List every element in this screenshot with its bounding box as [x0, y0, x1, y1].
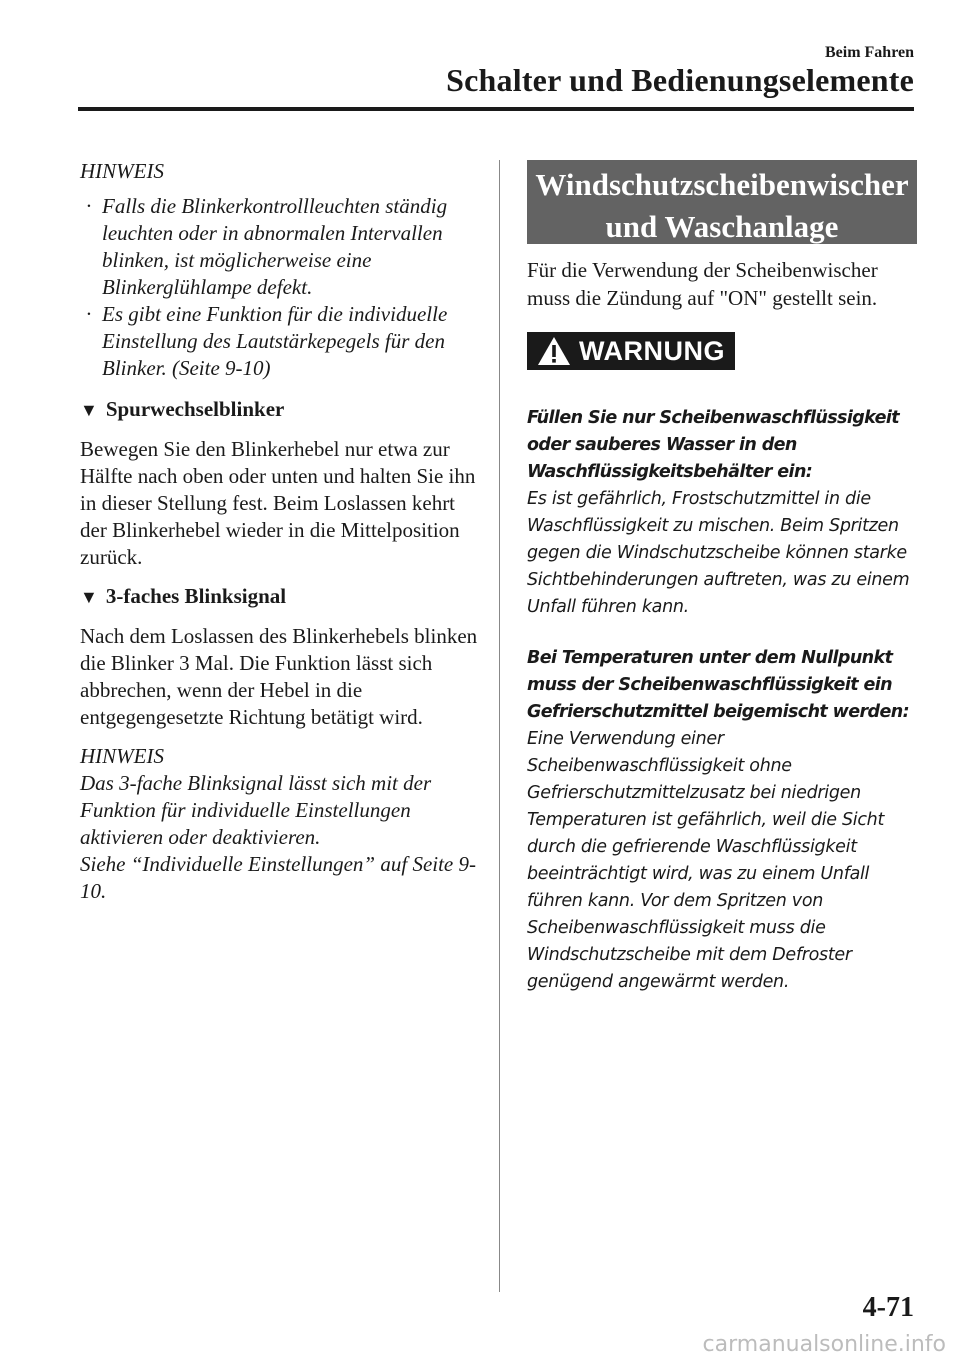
warning-label: WARNUNG: [579, 335, 725, 366]
section-heading-blinksignal: [80, 583, 480, 611]
warning-text: Es ist gefährlich, Frostschutzmittel in die Waschflüssigkeit zu mischen. Beim Spritzen gegen die Windschutzscheibe können starke Sichtbehinderungen auftreten, was zu einem Unfall führen kann.: [527, 489, 910, 617]
note-item-text: Es gibt eine Funktion für die individuelle Einstellung des Lautstärkepegels für den Blinker. (Seite 9-10): [102, 302, 448, 380]
left-column: [80, 158, 480, 905]
warning-badge: [527, 332, 735, 370]
body-paragraph: Nach dem Loslassen des Blinkerhebels blinken die Blinker 3 Mal. Die Funktion lässt sich abbrechen, wenn der Hebel in die entgegengesetzte Richtung betätigt wird.: [80, 624, 478, 729]
note-text: Siehe “Individuelle Einstellungen” auf Seite 9-10.: [80, 852, 476, 903]
note-list-item: [80, 193, 480, 301]
right-column: [527, 160, 917, 1020]
note-list-item: [80, 301, 480, 382]
header-rule: [78, 107, 914, 111]
triangle-down-icon: ▼: [80, 587, 98, 607]
warning-body: [527, 405, 917, 996]
intro-paragraph: Für die Verwendung der Scheibenwischer muss die Zündung auf "ON" gestellt sein.: [527, 258, 878, 310]
watermark: carmanualsonline.info: [702, 1332, 946, 1357]
note-text: Das 3-fache Blinksignal lässt sich mit der Funktion für individuelle Einstellungen aktivieren oder deaktivieren.: [80, 771, 432, 849]
banner-line: und Waschanlage: [605, 209, 839, 244]
bullet-dot-icon: ·: [86, 302, 92, 326]
triangle-down-icon: ▼: [80, 400, 98, 420]
note-heading: HINWEIS: [80, 159, 164, 183]
bullet-dot-icon: ·: [86, 194, 92, 218]
column-divider: [499, 160, 500, 1292]
page-number: 4-71: [862, 1292, 914, 1323]
note-item-text: Falls die Blinkerkontrollleuchten ständig leuchten oder in abnormalen Intervallen blinken, ist möglicherweise eine Blinkerglühlampe defekt.: [102, 194, 448, 299]
section-heading-text: 3-faches Blinksignal: [105, 584, 287, 608]
body-paragraph: Bewegen Sie den Blinkerhebel nur etwa zur Hälfte nach oben oder unten und halten Sie ihn in dieser Stellung fest. Beim Loslassen kehrt der Blinkerhebel wieder in die Mittelposition zurück.: [80, 437, 476, 569]
warning-heading: Füllen Sie nur Scheibenwaschflüssigkeit oder sauberes Wasser in den Waschflüssigkeitsbehälter ein:: [527, 408, 900, 482]
note-heading: HINWEIS: [80, 744, 164, 768]
header-section-label: Beim Fahren: [824, 44, 914, 61]
warning-heading: Bei Temperaturen unter dem Nullpunkt muss der Scheibenwaschflüssigkeit ein Gefrierschutzmittel beigemischt werden:: [527, 648, 910, 722]
section-heading-text: Spurwechselblinker: [105, 397, 285, 421]
warning-text: Eine Verwendung einer Scheibenwaschflüssigkeit ohne Gefrierschutzmittelzusatz bei niedrigen Temperaturen ist gefährlich, weil die Sicht durch die gefrierende Waschflüssigkeit beeinträchtigt wird, was zu einem Unfall führen kann. Vor dem Spritzen von Scheibenwaschflüssigkeit muss die Windschutzscheibe mit dem Defroster genügend angewärmt werden.: [527, 729, 885, 992]
warning-triangle-icon: [537, 336, 571, 366]
page-title: Schalter und Bedienungselemente: [446, 62, 914, 98]
note-list: [80, 193, 480, 382]
section-banner: [527, 160, 917, 244]
section-heading-spurwechselblinker: [80, 396, 480, 424]
banner-line: Windschutzscheibenwischer: [535, 167, 909, 202]
